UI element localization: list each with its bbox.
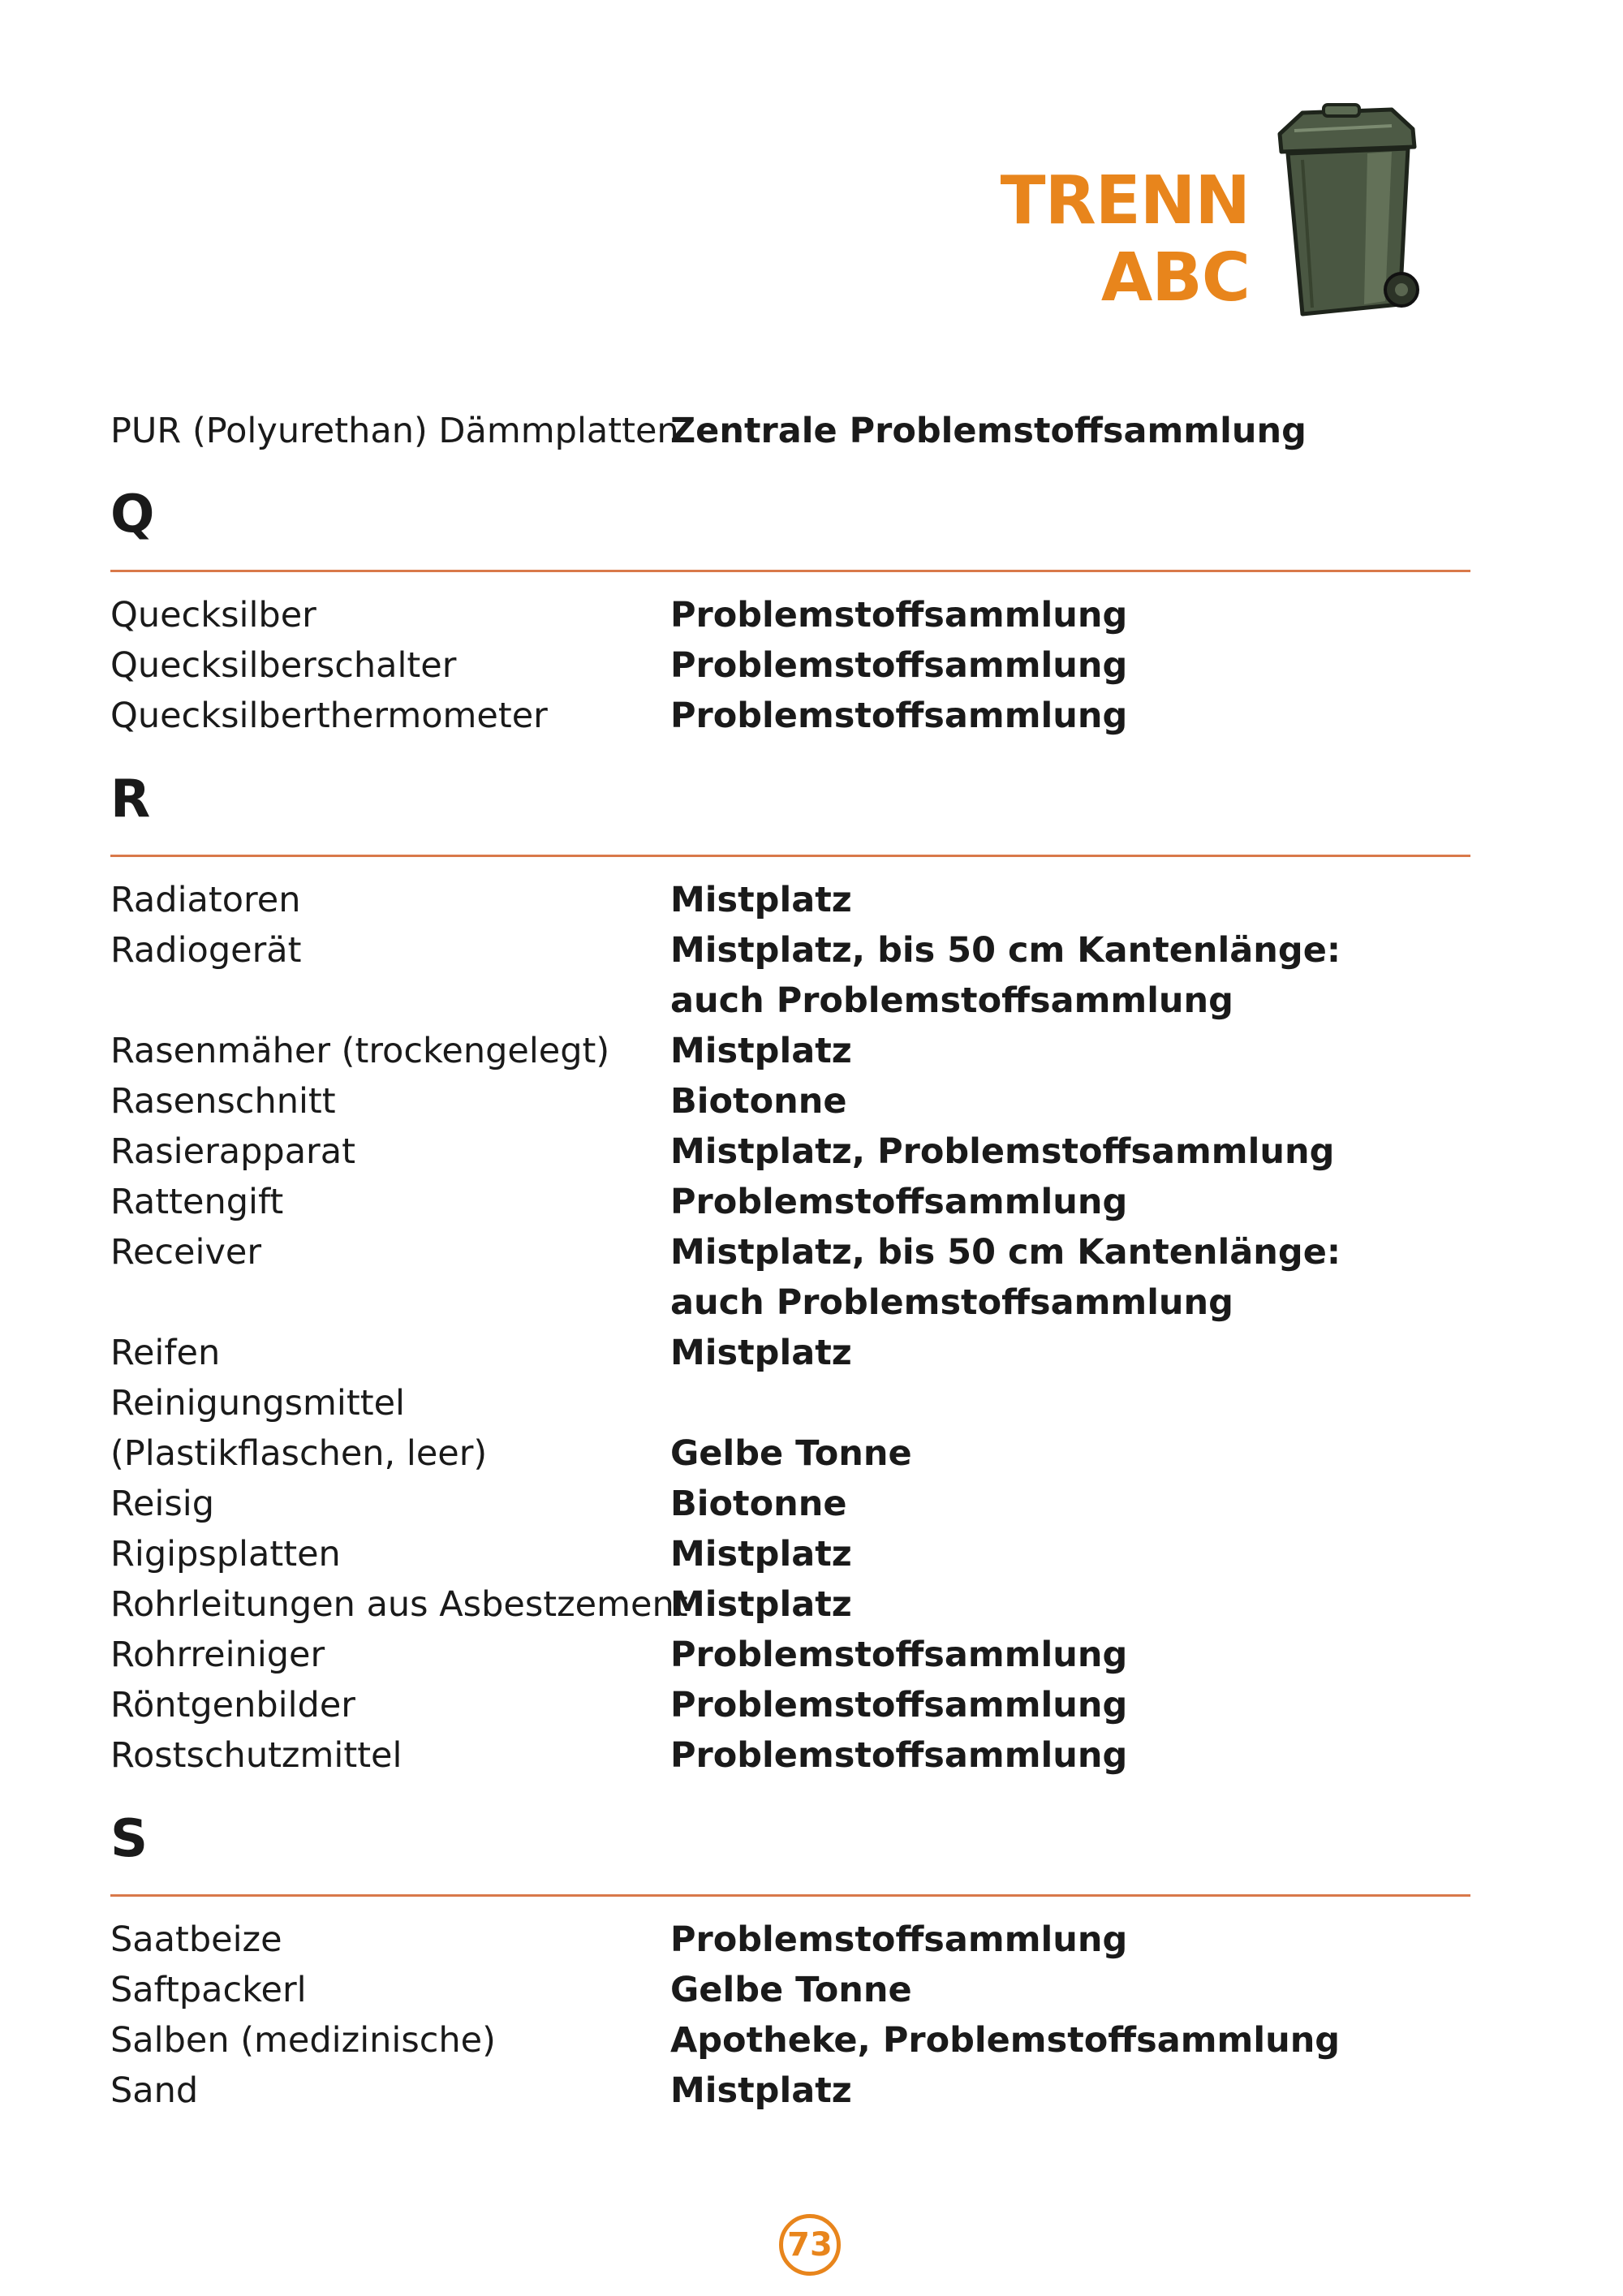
item-destination: Mistplatz — [670, 1584, 852, 1625]
item-name: (Plastikflaschen, leer) — [110, 1433, 488, 1474]
list-item — [110, 1579, 1474, 1630]
item-destination: Problemstoffsammlung — [670, 1635, 1128, 1675]
item-name: Saftpackerl — [110, 1970, 307, 2010]
list-item — [110, 1680, 1474, 1730]
item-name: Receiver — [110, 1232, 262, 1273]
list-item — [110, 1915, 1474, 1965]
list-item — [110, 1227, 1474, 1328]
item-name: Sand — [110, 2070, 199, 2111]
item-destination: Problemstoffsammlung — [670, 1182, 1128, 1222]
item-name: Rasenschnitt — [110, 1081, 336, 1122]
item-name: Rostschutzmittel — [110, 1735, 403, 1776]
list-item — [110, 406, 1474, 456]
item-destination: Problemstoffsammlung — [670, 1919, 1128, 1960]
item-name: Salben (medizinische) — [110, 2020, 496, 2061]
section-q — [110, 479, 1474, 741]
item-name: Rigipsplatten — [110, 1534, 341, 1574]
item-name: Reisig — [110, 1484, 214, 1524]
item-destination: Biotonne — [670, 1081, 847, 1122]
item-name: Rohrreiniger — [110, 1635, 325, 1675]
item-destination: Gelbe Tonne — [670, 1433, 912, 1474]
list-item — [110, 1177, 1474, 1227]
waste-index — [110, 406, 1474, 2116]
list-item — [110, 875, 1474, 925]
item-destination: Mistplatz, bis 50 cm Kantenlänge: auch Problemstoffsammlung — [670, 930, 1341, 1021]
item-destination: Mistplatz — [670, 880, 852, 920]
item-name: Quecksilberschalter — [110, 645, 457, 686]
item-destination: Problemstoffsammlung — [670, 595, 1128, 635]
item-name: Rasenmäher (trockengelegt) — [110, 1031, 610, 1071]
item-destination: Problemstoffsammlung — [670, 645, 1128, 686]
section-r — [110, 764, 1474, 1781]
item-destination: Problemstoffsammlung — [670, 1685, 1128, 1725]
item-name: Reinigungsmittel — [110, 1383, 406, 1424]
item-destination: Mistplatz — [670, 2070, 852, 2111]
item-name: Rasierapparat — [110, 1131, 355, 1172]
list-item — [110, 640, 1474, 691]
item-destination: Mistplatz, Problemstoffsammlung — [670, 1131, 1335, 1172]
section-divider — [110, 570, 1470, 572]
section-letter: R — [110, 769, 151, 829]
item-destination: Mistplatz — [670, 1534, 852, 1574]
item-name: Quecksilber — [110, 595, 316, 635]
page-number: 73 — [779, 2214, 841, 2276]
list-item — [110, 1076, 1474, 1126]
list-item — [110, 1630, 1474, 1680]
page-title: TRENN ABC — [1000, 162, 1250, 317]
item-name: Rohrleitungen aus Asbestzement — [110, 1584, 688, 1625]
item-name: Rattengift — [110, 1182, 284, 1222]
item-name: Quecksilberthermometer — [110, 696, 548, 736]
list-item — [110, 2066, 1474, 2116]
item-name: PUR (Polyurethan) Dämmplatten — [110, 411, 679, 451]
item-destination: Mistplatz, bis 50 cm Kantenlänge: auch Problemstoffsammlung — [670, 1232, 1341, 1323]
list-item — [110, 925, 1474, 1026]
item-destination: Gelbe Tonne — [670, 1970, 912, 2010]
item-name: Radiogerät — [110, 930, 302, 971]
list-item — [110, 1479, 1474, 1529]
list-item — [110, 1328, 1474, 1378]
list-item — [110, 1965, 1474, 2015]
section-divider — [110, 855, 1470, 857]
item-destination: Mistplatz — [670, 1333, 852, 1373]
item-name: Saatbeize — [110, 1919, 282, 1960]
item-name: Reifen — [110, 1333, 221, 1373]
page-header — [0, 0, 1623, 341]
item-destination: Zentrale Problemstoffsammlung — [670, 411, 1307, 451]
list-item — [110, 1730, 1474, 1781]
waste-bin-icon — [1270, 101, 1424, 329]
item-destination: Apotheke, Problemstoffsammlung — [670, 2020, 1341, 2061]
list-item — [110, 1126, 1474, 1177]
item-name: Radiatoren — [110, 880, 301, 920]
list-item — [110, 691, 1474, 741]
item-name: Röntgenbilder — [110, 1685, 355, 1725]
item-destination: Biotonne — [670, 1484, 847, 1524]
section-letter: S — [110, 1809, 149, 1869]
list-item — [110, 1378, 1474, 1428]
item-destination: Problemstoffsammlung — [670, 696, 1128, 736]
list-item — [110, 1529, 1474, 1579]
list-item — [110, 2015, 1474, 2066]
section-letter: Q — [110, 485, 155, 545]
list-item — [110, 590, 1474, 640]
item-destination: Problemstoffsammlung — [670, 1735, 1128, 1776]
item-destination: Mistplatz — [670, 1031, 852, 1071]
list-item — [110, 1428, 1474, 1479]
list-item — [110, 1026, 1474, 1076]
section-s — [110, 1803, 1474, 2116]
section-divider — [110, 1894, 1470, 1897]
